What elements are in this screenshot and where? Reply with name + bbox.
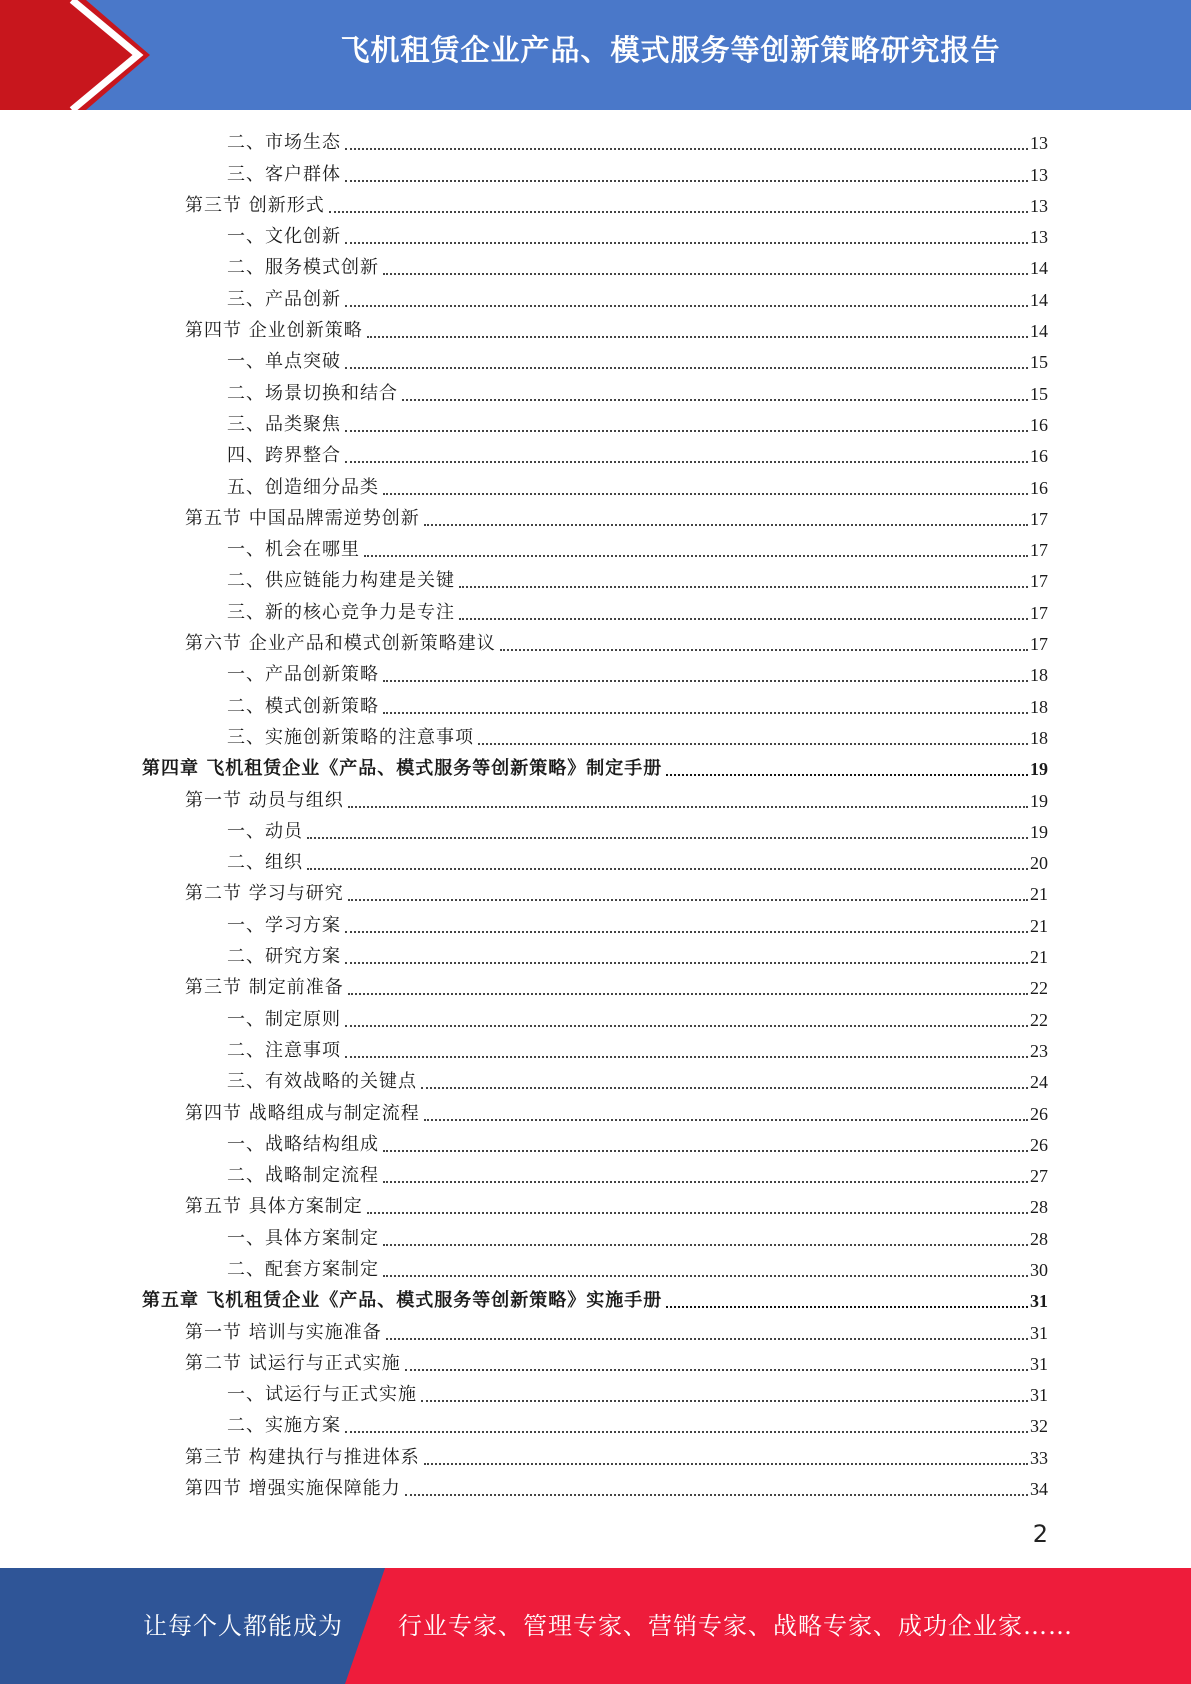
toc-entry-label: 第五章 飞机租赁企业《产品、模式服务等创新策略》实施手册 xyxy=(142,1290,663,1312)
toc-entry[interactable] xyxy=(0,534,1191,565)
toc-dot-leader xyxy=(421,1087,1028,1089)
toc-dot-leader xyxy=(345,1056,1028,1058)
footer-slogan-left: 让每个人都能成为 xyxy=(143,1612,343,1640)
toc-entry-label: 二、战略制定流程 xyxy=(227,1165,379,1187)
toc-dot-leader xyxy=(348,806,1028,808)
toc-dot-leader xyxy=(345,931,1028,933)
toc-dot-leader xyxy=(666,1306,1028,1308)
toc-entry-page: 14 xyxy=(1030,258,1048,279)
toc-entry[interactable] xyxy=(0,690,1191,721)
toc-dot-leader xyxy=(383,1244,1028,1246)
toc-entry-label: 第一节 培训与实施准备 xyxy=(185,1321,382,1343)
page-title: 飞机租赁企业产品、模式服务等创新策略研究报告 xyxy=(340,33,1001,67)
toc-entry-page: 30 xyxy=(1030,1259,1048,1280)
toc-dot-leader xyxy=(421,1400,1028,1402)
toc-entry[interactable] xyxy=(0,878,1191,909)
toc-entry-label: 四、跨界整合 xyxy=(227,445,341,467)
toc-entry[interactable] xyxy=(0,659,1191,690)
toc-entry[interactable] xyxy=(0,1035,1191,1066)
toc-entry-label: 第二节 试运行与正式实施 xyxy=(185,1352,401,1374)
header-banner xyxy=(0,0,1191,110)
toc-entry-page: 33 xyxy=(1030,1447,1048,1468)
toc-entry-page: 24 xyxy=(1030,1072,1048,1093)
toc-entry[interactable] xyxy=(0,346,1191,377)
toc-dot-leader xyxy=(367,336,1028,338)
toc-entry[interactable] xyxy=(0,471,1191,502)
toc-entry-page: 26 xyxy=(1030,1103,1048,1124)
toc-entry-label: 二、组织 xyxy=(227,852,303,874)
toc-dot-leader xyxy=(402,399,1028,401)
toc-entry-page: 18 xyxy=(1030,696,1048,717)
toc-entry[interactable] xyxy=(0,1285,1191,1316)
toc-entry-page: 14 xyxy=(1030,289,1048,310)
toc-entry[interactable] xyxy=(0,1003,1191,1034)
toc-dot-leader xyxy=(424,524,1028,526)
toc-dot-leader xyxy=(383,712,1028,714)
toc-entry-page: 16 xyxy=(1030,477,1048,498)
toc-entry-page: 18 xyxy=(1030,665,1048,686)
toc-entry[interactable] xyxy=(0,1410,1191,1441)
toc-entry[interactable] xyxy=(0,409,1191,440)
toc-dot-leader xyxy=(345,148,1028,150)
toc-entry-label: 三、有效战略的关键点 xyxy=(227,1071,417,1093)
toc-dot-leader xyxy=(345,180,1028,182)
toc-entry-label: 第六节 企业产品和模式创新策略建议 xyxy=(185,633,496,655)
toc-entry[interactable] xyxy=(0,1441,1191,1472)
toc-entry-page: 31 xyxy=(1030,1385,1048,1406)
toc-entry-label: 一、学习方案 xyxy=(227,914,341,936)
toc-dot-leader xyxy=(345,242,1028,244)
toc-entry[interactable] xyxy=(0,127,1191,158)
toc-dot-leader xyxy=(424,1119,1028,1121)
toc-dot-leader xyxy=(424,1463,1028,1465)
toc-entry-label: 三、实施创新策略的注意事项 xyxy=(227,726,474,748)
toc-entry-page: 21 xyxy=(1030,884,1048,905)
toc-entry-label: 一、单点突破 xyxy=(227,351,341,373)
toc-entry-label: 第四节 企业创新策略 xyxy=(185,320,363,342)
toc-entry[interactable] xyxy=(0,377,1191,408)
toc-entry-page: 17 xyxy=(1030,540,1048,561)
toc-entry[interactable] xyxy=(0,1129,1191,1160)
toc-dot-leader xyxy=(405,1494,1028,1496)
toc-entry-page: 31 xyxy=(1030,1322,1048,1343)
toc-entry-page: 17 xyxy=(1030,602,1048,623)
toc-dot-leader xyxy=(345,305,1028,307)
table-of-contents xyxy=(0,127,1191,1504)
toc-entry-label: 三、品类聚焦 xyxy=(227,413,341,435)
toc-dot-leader xyxy=(348,993,1028,995)
toc-entry-label: 五、创造细分品类 xyxy=(227,476,379,498)
toc-entry[interactable] xyxy=(0,1222,1191,1253)
toc-entry-label: 第三节 制定前准备 xyxy=(185,977,344,999)
toc-entry[interactable] xyxy=(0,784,1191,815)
toc-entry[interactable] xyxy=(0,1473,1191,1504)
toc-entry[interactable] xyxy=(0,1066,1191,1097)
toc-entry-label: 第二节 学习与研究 xyxy=(185,883,344,905)
toc-entry-page: 19 xyxy=(1030,821,1048,842)
toc-entry-label: 二、实施方案 xyxy=(227,1415,341,1437)
footer-slogan-right: 行业专家、管理专家、营销专家、战略专家、成功企业家…… xyxy=(398,1612,1073,1640)
toc-entry-label: 第三节 构建执行与推进体系 xyxy=(185,1446,420,1468)
toc-dot-leader xyxy=(364,555,1028,557)
toc-entry-page: 13 xyxy=(1030,133,1048,154)
toc-entry-page: 32 xyxy=(1030,1416,1048,1437)
toc-dot-leader xyxy=(345,962,1028,964)
toc-dot-leader xyxy=(345,1025,1028,1027)
toc-entry-page: 13 xyxy=(1030,195,1048,216)
toc-entry-label: 第五节 中国品牌需逆势创新 xyxy=(185,507,420,529)
toc-entry-label: 一、文化创新 xyxy=(227,226,341,248)
toc-entry[interactable] xyxy=(0,190,1191,221)
toc-dot-leader xyxy=(345,430,1028,432)
toc-entry-page: 16 xyxy=(1030,414,1048,435)
toc-entry-label: 一、动员 xyxy=(227,820,303,842)
toc-entry-label: 二、服务模式创新 xyxy=(227,257,379,279)
toc-dot-leader xyxy=(345,1431,1028,1433)
toc-dot-leader xyxy=(383,1275,1028,1277)
toc-entry-page: 21 xyxy=(1030,947,1048,968)
toc-entry-label: 第五节 具体方案制定 xyxy=(185,1196,363,1218)
toc-entry-label: 二、注意事项 xyxy=(227,1039,341,1061)
toc-entry[interactable] xyxy=(0,1316,1191,1347)
toc-entry-label: 一、试运行与正式实施 xyxy=(227,1384,417,1406)
toc-entry-page: 23 xyxy=(1030,1040,1048,1061)
toc-entry-page: 14 xyxy=(1030,321,1048,342)
toc-entry[interactable] xyxy=(0,628,1191,659)
toc-entry-page: 28 xyxy=(1030,1228,1048,1249)
toc-entry-page: 17 xyxy=(1030,634,1048,655)
page-number: 2 xyxy=(1032,1520,1048,1548)
toc-entry-label: 二、供应链能力构建是关键 xyxy=(227,570,455,592)
toc-entry[interactable] xyxy=(0,722,1191,753)
toc-entry[interactable] xyxy=(0,1160,1191,1191)
toc-entry-page: 16 xyxy=(1030,446,1048,467)
toc-entry-page: 21 xyxy=(1030,915,1048,936)
toc-entry-label: 第四节 增强实施保障能力 xyxy=(185,1478,401,1500)
toc-entry[interactable] xyxy=(0,440,1191,471)
toc-entry-label: 第一节 动员与组织 xyxy=(185,789,344,811)
toc-entry[interactable] xyxy=(0,252,1191,283)
toc-entry[interactable] xyxy=(0,1348,1191,1379)
toc-entry-page: 31 xyxy=(1030,1353,1048,1374)
toc-entry-page: 19 xyxy=(1030,790,1048,811)
toc-dot-leader xyxy=(459,586,1028,588)
toc-entry-label: 第四节 战略组成与制定流程 xyxy=(185,1102,420,1124)
toc-dot-leader xyxy=(329,211,1028,213)
toc-entry-page: 22 xyxy=(1030,1009,1048,1030)
toc-entry[interactable] xyxy=(0,909,1191,940)
toc-entry[interactable] xyxy=(0,503,1191,534)
toc-entry[interactable] xyxy=(0,283,1191,314)
toc-dot-leader xyxy=(307,837,1028,839)
toc-entry-label: 一、机会在哪里 xyxy=(227,539,360,561)
toc-dot-leader xyxy=(345,367,1028,369)
toc-entry[interactable] xyxy=(0,753,1191,784)
toc-entry-label: 一、产品创新策略 xyxy=(227,664,379,686)
toc-dot-leader xyxy=(383,273,1028,275)
toc-dot-leader xyxy=(500,649,1028,651)
toc-entry[interactable] xyxy=(0,972,1191,1003)
toc-dot-leader xyxy=(478,743,1028,745)
toc-entry[interactable] xyxy=(0,941,1191,972)
toc-dot-leader xyxy=(345,461,1028,463)
toc-entry-page: 13 xyxy=(1030,164,1048,185)
toc-entry-page: 15 xyxy=(1030,383,1048,404)
toc-entry-label: 三、客户群体 xyxy=(227,163,341,185)
toc-entry-page: 17 xyxy=(1030,571,1048,592)
toc-entry-label: 第四章 飞机租赁企业《产品、模式服务等创新策略》制定手册 xyxy=(142,758,663,780)
toc-entry-page: 28 xyxy=(1030,1197,1048,1218)
toc-entry-label: 一、制定原则 xyxy=(227,1008,341,1030)
toc-entry-page: 31 xyxy=(1030,1291,1048,1312)
toc-dot-leader xyxy=(383,1150,1028,1152)
toc-entry-label: 二、研究方案 xyxy=(227,946,341,968)
toc-entry-label: 二、场景切换和结合 xyxy=(227,382,398,404)
toc-entry[interactable] xyxy=(0,596,1191,627)
toc-entry-page: 34 xyxy=(1030,1479,1048,1500)
toc-dot-leader xyxy=(348,899,1028,901)
toc-dot-leader xyxy=(367,1212,1028,1214)
toc-entry-label: 二、模式创新策略 xyxy=(227,695,379,717)
footer-banner xyxy=(0,1568,1191,1684)
toc-entry-page: 18 xyxy=(1030,727,1048,748)
toc-entry-label: 一、战略结构组成 xyxy=(227,1133,379,1155)
header-chevron-icon xyxy=(0,0,160,110)
toc-entry-label: 二、配套方案制定 xyxy=(227,1258,379,1280)
toc-entry-label: 第三节 创新形式 xyxy=(185,194,325,216)
toc-entry-label: 一、具体方案制定 xyxy=(227,1227,379,1249)
toc-dot-leader xyxy=(383,1181,1028,1183)
toc-entry-label: 三、新的核心竞争力是专注 xyxy=(227,601,455,623)
toc-entry[interactable] xyxy=(0,315,1191,346)
toc-dot-leader xyxy=(307,868,1028,870)
toc-entry[interactable] xyxy=(0,1191,1191,1222)
toc-dot-leader xyxy=(666,774,1028,776)
toc-entry-page: 27 xyxy=(1030,1166,1048,1187)
toc-entry-page: 19 xyxy=(1030,759,1048,780)
toc-entry-page: 17 xyxy=(1030,508,1048,529)
toc-entry[interactable] xyxy=(0,565,1191,596)
toc-dot-leader xyxy=(405,1369,1028,1371)
toc-entry[interactable] xyxy=(0,221,1191,252)
toc-dot-leader xyxy=(459,618,1028,620)
toc-entry[interactable] xyxy=(0,847,1191,878)
toc-entry-page: 15 xyxy=(1030,352,1048,373)
toc-dot-leader xyxy=(383,680,1028,682)
toc-entry-label: 二、市场生态 xyxy=(227,132,341,154)
toc-entry-label: 三、产品创新 xyxy=(227,288,341,310)
toc-entry[interactable] xyxy=(0,1379,1191,1410)
toc-entry-page: 26 xyxy=(1030,1134,1048,1155)
toc-entry[interactable] xyxy=(0,1097,1191,1128)
toc-entry-page: 22 xyxy=(1030,978,1048,999)
toc-dot-leader xyxy=(383,493,1028,495)
toc-dot-leader xyxy=(386,1338,1028,1340)
toc-entry-page: 20 xyxy=(1030,853,1048,874)
toc-entry[interactable] xyxy=(0,158,1191,189)
toc-entry-page: 13 xyxy=(1030,227,1048,248)
toc-entry[interactable] xyxy=(0,816,1191,847)
toc-entry[interactable] xyxy=(0,1254,1191,1285)
